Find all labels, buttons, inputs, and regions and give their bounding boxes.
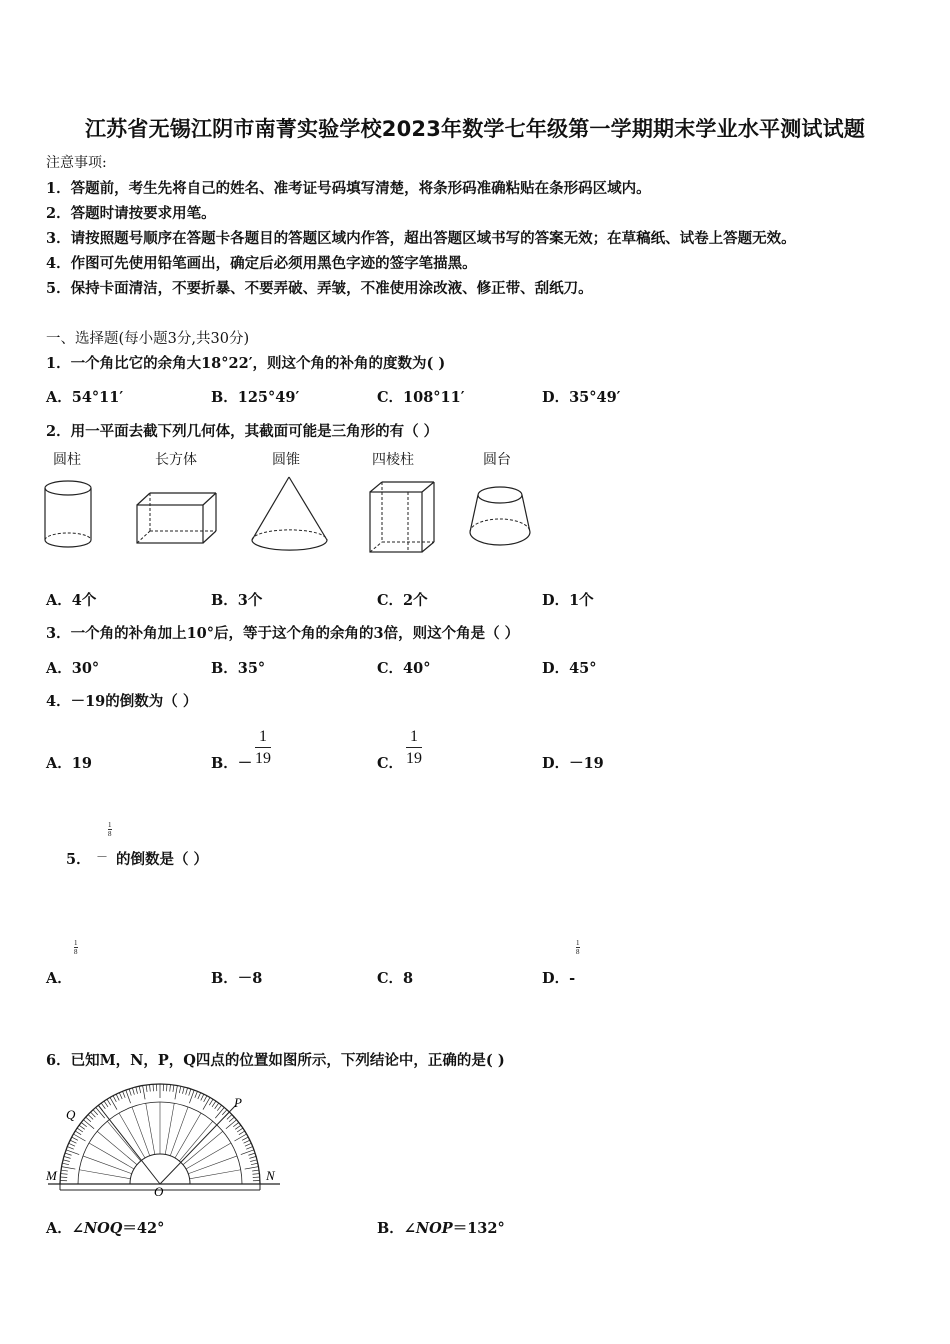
protractor-tick	[101, 1103, 105, 1109]
q6-stem: 6．已知M，N，P，Q四点的位置如图所示，下列结论中，正确的是( )	[46, 1052, 505, 1069]
cylinder-figure	[40, 478, 100, 556]
notice-item-4: 4．作图可先使用铅笔画出，确定后必须用黑色字迹的签字笔描黑。	[46, 255, 477, 272]
notice-item-2: 2．答题时请按要求用笔。	[46, 205, 216, 222]
protractor-tick	[234, 1134, 246, 1141]
protractor-radial-line	[79, 1170, 130, 1179]
q3-stem: 3．一个角的补角加上10°后，等于这个角的余角的3倍，则这个角是（ ）	[46, 625, 520, 642]
option-b-value: ＝132°	[452, 1220, 505, 1237]
notice-item-1: 1．答题前，考生先将自己的姓名、准考证号码填写清楚，将条形码准确粘贴在条形码区域内。	[46, 180, 651, 197]
protractor-tick	[242, 1137, 248, 1140]
q6-option-a	[46, 1217, 164, 1238]
protractor-tick	[235, 1125, 241, 1129]
protractor-tick	[186, 1088, 188, 1095]
notice-heading: 注意事项:	[46, 155, 107, 171]
protractor-tick	[81, 1122, 87, 1126]
label-o: O	[154, 1184, 164, 1199]
protractor-tick	[136, 1087, 138, 1094]
protractor-tick	[245, 1167, 259, 1169]
page-title: 江苏省无锡江阴市南菁实验学校2023年数学七年级第一学期期末学业水平测试试题	[84, 117, 866, 141]
protractor-tick	[86, 1117, 91, 1122]
cuboid-figure	[132, 490, 222, 550]
protractor-tick	[212, 1101, 216, 1107]
protractor-tick	[229, 1117, 234, 1122]
label-q: Q	[66, 1107, 76, 1122]
protractor-tick	[64, 1156, 71, 1158]
protractor-tick	[227, 1115, 232, 1120]
protractor-radial-line	[183, 1131, 223, 1164]
q3-option-d: D．45°	[542, 660, 597, 677]
protractor-tick	[79, 1125, 85, 1129]
protractor-radial-line	[179, 1121, 212, 1161]
protractor-radial-line	[175, 1113, 201, 1158]
protractor-radial-line	[146, 1103, 155, 1154]
fraction-denominator: 19	[406, 750, 422, 767]
protractor-radial-line	[165, 1103, 174, 1154]
protractor-tick	[62, 1163, 69, 1164]
q3-option-b: B．35°	[211, 660, 266, 677]
q5-option-d-fraction	[576, 939, 580, 956]
q2-option-c: C．2个	[377, 592, 428, 609]
shape-label-frustum: 圆台	[483, 452, 511, 468]
protractor-figure	[44, 1078, 284, 1198]
protractor-tick	[189, 1089, 191, 1096]
protractor-tick	[246, 1147, 252, 1150]
q6-option-b	[377, 1217, 505, 1238]
shape-label-cuboid: 长方体	[155, 452, 197, 468]
protractor-radial-line	[188, 1156, 237, 1174]
option-a-value: ＝42°	[122, 1220, 165, 1237]
fraction-denominator: 8	[74, 948, 78, 956]
protractor-radial-line	[89, 1143, 134, 1169]
q3-option-c: C．40°	[377, 660, 431, 677]
protractor-tick	[146, 1085, 147, 1092]
protractor-tick	[233, 1122, 239, 1126]
q2-option-d: D．1个	[542, 592, 594, 609]
protractor-tick	[91, 1112, 96, 1117]
square-prism-figure	[366, 478, 442, 558]
protractor-radial-line	[132, 1107, 150, 1156]
q5-minus: －	[96, 850, 109, 864]
protractor-tick	[182, 1087, 184, 1094]
protractor-tick	[252, 1174, 259, 1175]
protractor-tick	[72, 1137, 78, 1140]
notice-item-3: 3．请按照题号顺序在答题卡各题目的答题区域内作答，超出答题区域书写的答案无效；在草稿纸、试卷上答题无效。	[46, 230, 796, 247]
protractor-tick	[150, 1085, 151, 1092]
protractor-tick	[245, 1143, 251, 1146]
q1-option-c: C．108°11′	[377, 389, 465, 406]
protractor-tick	[237, 1128, 243, 1132]
q5-option-a: A．	[46, 970, 72, 987]
protractor-tick	[226, 1120, 237, 1129]
protractor-tick	[83, 1120, 94, 1129]
q1-option-b: B．125°49′	[211, 389, 300, 406]
q1-stem: 1．一个角比它的余角大18°22′，则这个角的补角的度数为( )	[46, 355, 446, 372]
protractor-tick	[201, 1094, 204, 1100]
ray-oq	[98, 1105, 160, 1184]
protractor-tick	[104, 1101, 108, 1107]
q4-option-c: C．	[377, 755, 404, 772]
fraction-numerator: 1	[108, 821, 112, 829]
q3-option-a: A．30°	[46, 660, 100, 677]
label-m: M	[46, 1168, 57, 1183]
protractor-tick	[170, 1085, 171, 1092]
label-p: P	[234, 1095, 242, 1110]
protractor-tick	[129, 1089, 131, 1096]
q4-option-d: D．－19	[542, 755, 604, 772]
q4-option-c-fraction	[406, 727, 422, 770]
protractor-tick	[250, 1160, 257, 1162]
protractor-ticks	[60, 1084, 260, 1184]
protractor-radial-line	[170, 1107, 188, 1156]
q4-stem: 4．－19的倒数为（ ）	[46, 693, 198, 710]
protractor-tick	[175, 1086, 177, 1100]
protractor-tick	[62, 1167, 76, 1169]
notice-item-5: 5．保持卡面清洁，不要折暴、不要弄破、弄皱，不准使用涂改液、修正带、刮纸刀。	[46, 280, 593, 297]
protractor-tick	[123, 1091, 126, 1097]
option-a-prefix: A．∠	[46, 1220, 84, 1237]
q2-option-b: B．3个	[211, 592, 263, 609]
protractor-tick	[61, 1174, 68, 1175]
fraction-denominator: 8	[108, 830, 112, 838]
protractor-tick	[179, 1086, 180, 1093]
option-b-prefix: B．∠	[377, 1220, 416, 1237]
protractor-radial-line	[186, 1143, 231, 1169]
protractor-tick	[249, 1156, 256, 1158]
q5-number: 5．	[66, 851, 91, 868]
q5-stem-tail: 的倒数是（ ）	[116, 851, 209, 868]
protractor-tick	[69, 1143, 75, 1146]
protractor-tick	[143, 1086, 145, 1100]
protractor-tick	[75, 1131, 81, 1135]
protractor-tick	[119, 1093, 122, 1099]
protractor-tick	[88, 1115, 93, 1120]
protractor-tick	[239, 1131, 245, 1135]
protractor-tick	[77, 1128, 83, 1132]
frustum-figure	[466, 484, 536, 554]
section-heading: 一、选择题(每小题3分,共30分)	[46, 331, 250, 347]
protractor-tick	[96, 1107, 105, 1118]
protractor-tick	[116, 1094, 119, 1100]
fraction-numerator: 1	[576, 939, 580, 947]
protractor-tick	[195, 1091, 198, 1097]
fraction-denominator: 8	[576, 948, 580, 956]
protractor-tick	[113, 1096, 116, 1102]
fraction-numerator: 1	[406, 727, 422, 748]
protractor-tick	[251, 1163, 258, 1164]
option-b-angle: NOP	[415, 1220, 453, 1237]
shape-label-prism: 四棱柱	[372, 452, 414, 468]
protractor-tick	[204, 1096, 207, 1102]
label-n: N	[266, 1168, 275, 1183]
protractor-radial-line	[97, 1131, 137, 1164]
fraction-denominator: 19	[255, 750, 271, 767]
protractor-radial-line	[190, 1170, 241, 1179]
protractor-tick	[110, 1097, 117, 1109]
cone-figure	[248, 474, 332, 556]
q4-option-b-fraction	[255, 727, 271, 770]
protractor-tick	[132, 1088, 134, 1095]
q5-option-a-fraction	[74, 939, 78, 956]
q2-stem: 2．用一平面去截下列几何体，其截面可能是三角形的有（ ）	[46, 423, 439, 440]
protractor-tick	[244, 1140, 250, 1143]
protractor-tick	[173, 1085, 174, 1092]
protractor-tick	[198, 1093, 201, 1099]
q5-stem-fraction	[108, 821, 112, 838]
q5-option-d: D．-	[542, 970, 576, 987]
protractor-tick	[209, 1099, 213, 1105]
protractor-tick	[93, 1110, 98, 1115]
q2-option-a: A．4个	[46, 592, 97, 609]
q4-option-b: B．－	[211, 755, 253, 772]
ray-op	[160, 1105, 236, 1184]
q4-option-a: A．19	[46, 755, 92, 772]
shape-label-cone: 圆锥	[272, 452, 300, 468]
protractor-tick	[215, 1107, 224, 1118]
q1-option-a: A．54°11′	[46, 389, 124, 406]
protractor-tick	[217, 1105, 221, 1111]
protractor-tick	[248, 1153, 255, 1155]
protractor-radial-line	[119, 1113, 145, 1158]
protractor-tick	[63, 1160, 70, 1162]
protractor-inner-arc	[130, 1154, 190, 1184]
protractor-tick	[107, 1099, 111, 1105]
option-a-angle: NOQ	[83, 1220, 123, 1237]
protractor-tick	[61, 1170, 68, 1171]
q5-option-c: C．8	[377, 970, 414, 987]
protractor-tick	[73, 1134, 85, 1141]
fraction-numerator: 1	[74, 939, 78, 947]
protractor-tick	[252, 1170, 259, 1171]
protractor-radial-line	[107, 1121, 140, 1161]
q1-option-d: D．35°49′	[542, 389, 621, 406]
protractor-tick	[139, 1086, 140, 1093]
protractor-tick	[67, 1147, 73, 1150]
fraction-numerator: 1	[255, 727, 271, 748]
protractor-tick	[65, 1153, 72, 1155]
protractor-tick	[70, 1140, 76, 1143]
q5-option-b: B．－8	[211, 970, 263, 987]
protractor-radial-line	[83, 1156, 132, 1174]
protractor-tick	[203, 1097, 210, 1109]
protractor-tick	[215, 1103, 219, 1109]
protractor-tick	[222, 1110, 227, 1115]
shape-label-cylinder: 圆柱	[53, 452, 81, 468]
